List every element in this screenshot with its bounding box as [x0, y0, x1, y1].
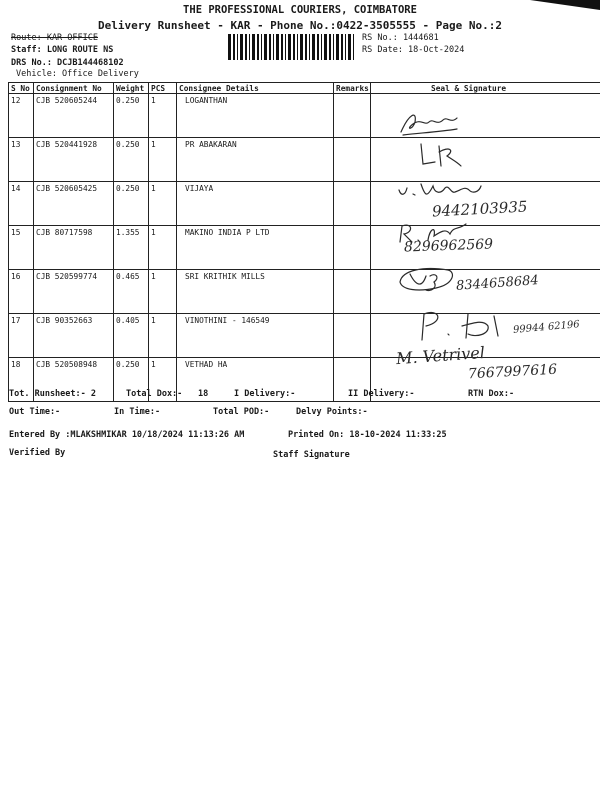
signature-row-12 [395, 104, 465, 140]
cell-sno: 12 [9, 94, 34, 138]
cell-consignment: CJB 90352663 [34, 314, 114, 358]
barcode-bar [276, 34, 279, 60]
printed-on: Printed On: 18-10-2024 11:33:25 [288, 430, 447, 440]
cell-weight: 0.250 [114, 182, 149, 226]
barcode-bar [261, 34, 262, 60]
vehicle-label: Vehicle: Office Delivery [16, 69, 139, 79]
barcode-bar [293, 34, 295, 60]
barcode-bar [341, 34, 343, 60]
barcode-bar [312, 34, 315, 60]
col-weight: Weight [114, 83, 149, 94]
signature-row-16 [396, 262, 458, 294]
cell-remarks [334, 94, 371, 138]
cell-sno: 15 [9, 226, 34, 270]
barcode-bar [228, 34, 231, 60]
cell-sno: 17 [9, 314, 34, 358]
barcode-bar [333, 34, 334, 60]
handwritten-phone-row-17: 99944 62196 [512, 319, 581, 336]
barcode-bar [281, 34, 283, 60]
cell-pcs: 1 [149, 138, 177, 182]
cell-consignment: CJB 520441928 [34, 138, 114, 182]
cell-pcs: 1 [149, 270, 177, 314]
barcode-bar [249, 34, 250, 60]
barcode-bar [305, 34, 307, 60]
signature-row-13 [415, 140, 465, 170]
cell-consignment: CJB 520599774 [34, 270, 114, 314]
barcode-bar [353, 34, 354, 60]
cell-remarks [334, 138, 371, 182]
cell-sno: 16 [9, 270, 34, 314]
handwritten-phone-row-14: 9442103935 [431, 197, 528, 221]
drs-number: DRS No.: DCJB144468102 [11, 58, 124, 68]
barcode-bar [285, 34, 286, 60]
total-pod: Total POD:- [213, 407, 270, 417]
tot-runsheet: Tot. Runsheet:- 2 [9, 389, 96, 399]
barcode-bar [324, 34, 327, 60]
cell-pcs: 1 [149, 358, 177, 402]
signature-row-14 [395, 180, 485, 202]
handwritten-phone-row-15: 8296962569 [403, 236, 494, 256]
barcode-bar [273, 34, 274, 60]
cell-consignee: SRI KRITHIK MILLS [177, 270, 334, 314]
barcode-bar [237, 34, 238, 60]
cell-consignment: CJB 520508948 [34, 358, 114, 402]
ii-delivery: II Delivery:- [348, 389, 415, 399]
barcode-bar [233, 34, 235, 60]
barcode-bar [297, 34, 298, 60]
cell-sno: 18 [9, 358, 34, 402]
barcode-bar [288, 34, 291, 60]
barcode-image [228, 34, 354, 60]
barcode-bar [264, 34, 267, 60]
cell-consignee: VETHAD HA [177, 358, 334, 402]
runsheet-title: Delivery Runsheet - KAR - Phone No.:0422-3505555 - Page No.:2 [98, 19, 502, 32]
col-consignment: Consignment No [34, 83, 114, 94]
runsheet-table [8, 82, 600, 402]
signature-row-17 [416, 308, 506, 344]
table-row [9, 94, 600, 138]
i-delivery: I Delivery:- [234, 389, 296, 399]
barcode-bar [245, 34, 247, 60]
cell-consignment: CJB 520605425 [34, 182, 114, 226]
cell-remarks [334, 182, 371, 226]
barcode-bar [252, 34, 255, 60]
rs-number: RS No.: 1444681 [362, 33, 439, 43]
cell-remarks [334, 226, 371, 270]
cell-consignee: MAKINO INDIA P LTD [177, 226, 334, 270]
barcode-bar [348, 34, 351, 60]
entered-by: Entered By :MLAKSHMIKAR 10/18/2024 11:13:26 AM [9, 430, 245, 440]
delvy-points: Delvy Points:- [296, 407, 368, 417]
cell-remarks [334, 314, 371, 358]
cell-weight: 0.250 [114, 138, 149, 182]
barcode-bar [257, 34, 259, 60]
barcode-bar [300, 34, 303, 60]
cell-weight: 0.465 [114, 270, 149, 314]
table-row [9, 226, 600, 270]
barcode-bar [329, 34, 331, 60]
cell-consignee: VIJAYA [177, 182, 334, 226]
cell-consignee: LOGANTHAN [177, 94, 334, 138]
total-dox-label: Total Dox:- [126, 389, 183, 399]
table-header-row [9, 83, 600, 94]
cell-consignment: CJB 80717598 [34, 226, 114, 270]
rtn-dox: RTN Dox:- [468, 389, 515, 399]
handwritten-name-row-18: M. Vetrivel [395, 342, 486, 369]
cell-signature [371, 138, 600, 182]
cell-consignment: CJB 520605244 [34, 94, 114, 138]
cell-pcs: 1 [149, 182, 177, 226]
route-label: Route: KAR OFFICE [11, 33, 98, 43]
cell-consignee: PR ABAKARAN [177, 138, 334, 182]
out-time: Out Time:- [9, 407, 61, 417]
handwritten-phone-row-18: 7667997616 [467, 361, 558, 383]
cell-pcs: 1 [149, 314, 177, 358]
cell-weight: 0.250 [114, 358, 149, 402]
cell-consignee: VINOTHINI - 146549 [177, 314, 334, 358]
staff-label: Staff: LONG ROUTE NS [11, 45, 114, 55]
cell-pcs: 1 [149, 226, 177, 270]
barcode-bar [345, 34, 346, 60]
barcode-bar [321, 34, 322, 60]
handwritten-phone-row-16: 8344658684 [455, 273, 540, 294]
verified-by: Verified By [9, 448, 66, 458]
barcode-bar [240, 34, 243, 60]
col-consignee: Consignee Details [177, 83, 334, 94]
company-title: THE PROFESSIONAL COURIERS, COIMBATORE [183, 4, 417, 16]
table-row [9, 314, 600, 358]
cell-remarks [334, 270, 371, 314]
col-pcs: PCS [149, 83, 177, 94]
col-sno: S No [9, 83, 34, 94]
col-remarks: Remarks [334, 83, 371, 94]
cell-sno: 13 [9, 138, 34, 182]
table-row [9, 138, 600, 182]
barcode-bar [269, 34, 271, 60]
rs-date: RS Date: 18-Oct-2024 [362, 45, 465, 55]
cell-weight: 1.355 [114, 226, 149, 270]
barcode-bar [309, 34, 310, 60]
staff-signature: Staff Signature [273, 450, 350, 460]
barcode-bar [317, 34, 319, 60]
barcode-bar [336, 34, 339, 60]
cell-sno: 14 [9, 182, 34, 226]
cell-weight: 0.405 [114, 314, 149, 358]
total-dox-value: 18 [198, 389, 209, 399]
col-signature: Seal & Signature [371, 83, 600, 94]
in-time: In Time:- [114, 407, 161, 417]
cell-weight: 0.250 [114, 94, 149, 138]
cell-pcs: 1 [149, 94, 177, 138]
